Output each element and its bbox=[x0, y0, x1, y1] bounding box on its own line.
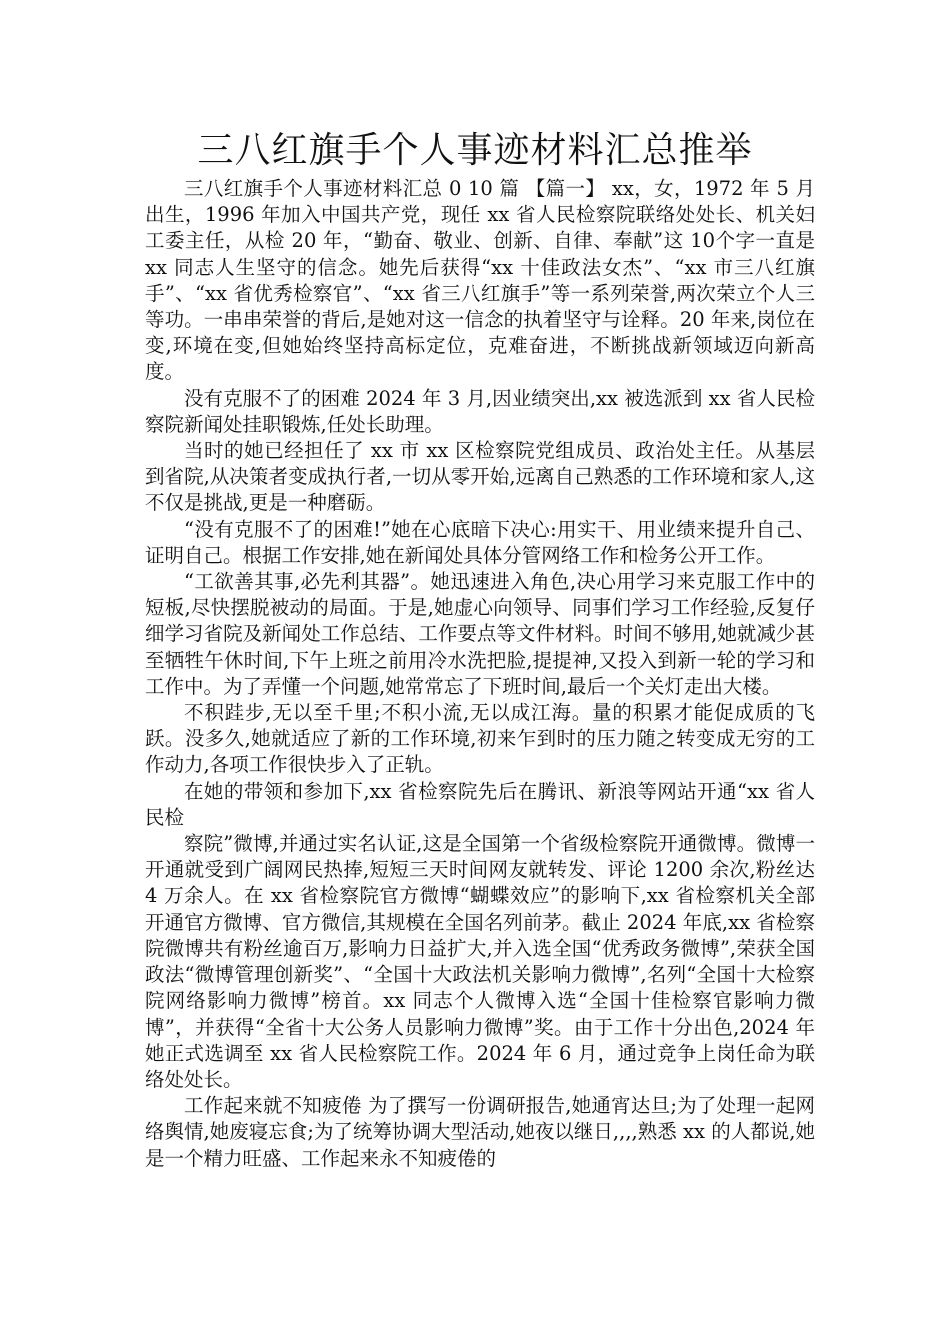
paragraph-4: “没有克服不了的困难!”她在心底暗下决心:用实干、用业绩来提升自己、证明自己。根据工作安排,她在新闻处具体分管网络工作和检务公开工作。 bbox=[145, 517, 815, 567]
paragraph-9: 工作起来就不知疲倦 为了撰写一份调研报告,她通宵达旦;为了处理一起网络舆情,她废寝忘食;为了统筹协调大型活动,她夜以继日,,,,熟悉 xx 的人都说,她是一个精力旺盛、工作起来永不知疲倦的 bbox=[145, 1094, 815, 1170]
paragraph-8: 察院”微博,并通过实名认证,这是全国第一个省级检察院开通微博。微博一开通就受到广阔网民热捧,短短三天时间网友就转发、评论 1200 余次,粉丝达 4 万余人。在 xx 省检察院官方微博“蝴蝶效应”的影响下,xx 省检察机关全部开通官方微博、官方微信,其规模在全国名列前茅。截止 2024 年底,xx 省检察院微博共有粉丝逾百万,影响力日益扩大,并入选全国“优秀政务微博”,荣获全国政法“微博管理创新奖”、“全国十大政法机关影响力微博”,名列“全国十大检察院网络影响力微博”榜首。xx 同志个人微博入选“全国十佳检察官影响力微博”，并获得“全省十大公务人员影响力微博”奖。由于工作十分出色,2024 年她正式选调至 xx 省人民检察院工作。2024 年 6 月，通过竞争上岗任命为联络处处长。 bbox=[145, 832, 815, 1091]
paragraph-5: “工欲善其事,必先利其器”。她迅速进入角色,决心用学习来克服工作中的短板,尽快摆脱被动的局面。于是,她虚心向领导、同事们学习工作经验,反复仔细学习省院及新闻处工作总结、工作要点等文件材料。时间不够用,她就减少甚至牺牲午休时间,下午上班之前用冷水洗把脸,提提神,又投入到新一轮的学习和工作中。为了弄懂一个问题,她常常忘了下班时间,最后一个关灯走出大楼。 bbox=[145, 570, 815, 698]
paragraph-2: 没有克服不了的困难 2024 年 3 月,因业绩突出,xx 被选派到 xx 省人民检察院新闻处挂职锻炼,任处长助理。 bbox=[145, 386, 815, 436]
document-body bbox=[145, 176, 815, 1172]
paragraph-3: 当时的她已经担任了 xx 市 xx 区检察院党组成员、政治处主任。从基层到省院,从决策者变成执行者,一切从零开始,远离自己熟悉的工作环境和家人,这不仅是挑战,更是一种磨砺。 bbox=[145, 439, 815, 515]
paragraph-6: 不积跬步,无以至千里;不积小流,无以成江海。量的积累才能促成质的飞跃。没多久,她就适应了新的工作环境,初来乍到时的压力随之转变成无穷的工作动力,各项工作很快步入了正轨。 bbox=[145, 701, 815, 777]
paragraph-7: 在她的带领和参加下,xx 省检察院先后在腾讯、新浪等网站开通“xx 省人民检 bbox=[145, 779, 815, 829]
document-title: 三八红旗手个人事迹材料汇总推举 bbox=[197, 130, 753, 171]
paragraph-1: 三八红旗手个人事迹材料汇总 0 10 篇 【篇一】 xx，女，1972 年 5 月出生，1996 年加入中国共产党，现任 xx 省人民检察院联络处处长、机关妇工委主任，从检 20 年，“勤奋、敬业、创新、自律、奉献”这 10个字一直是 xx 同志人生坚守的信念。她先后获得“xx 十佳政法女杰”、“xx 市三八红旗手”、“xx 省优秀检察官”、“xx 省三八红旗手”等一系列荣誉,两次荣立个人三等功。一串串荣誉的背后,是她对这一信念的执着坚守与诠释。20 年来,岗位在变,环境在变,但她始终坚持高标定位，克难奋进，不断挑战新领域迈向新高度。 bbox=[145, 177, 815, 384]
